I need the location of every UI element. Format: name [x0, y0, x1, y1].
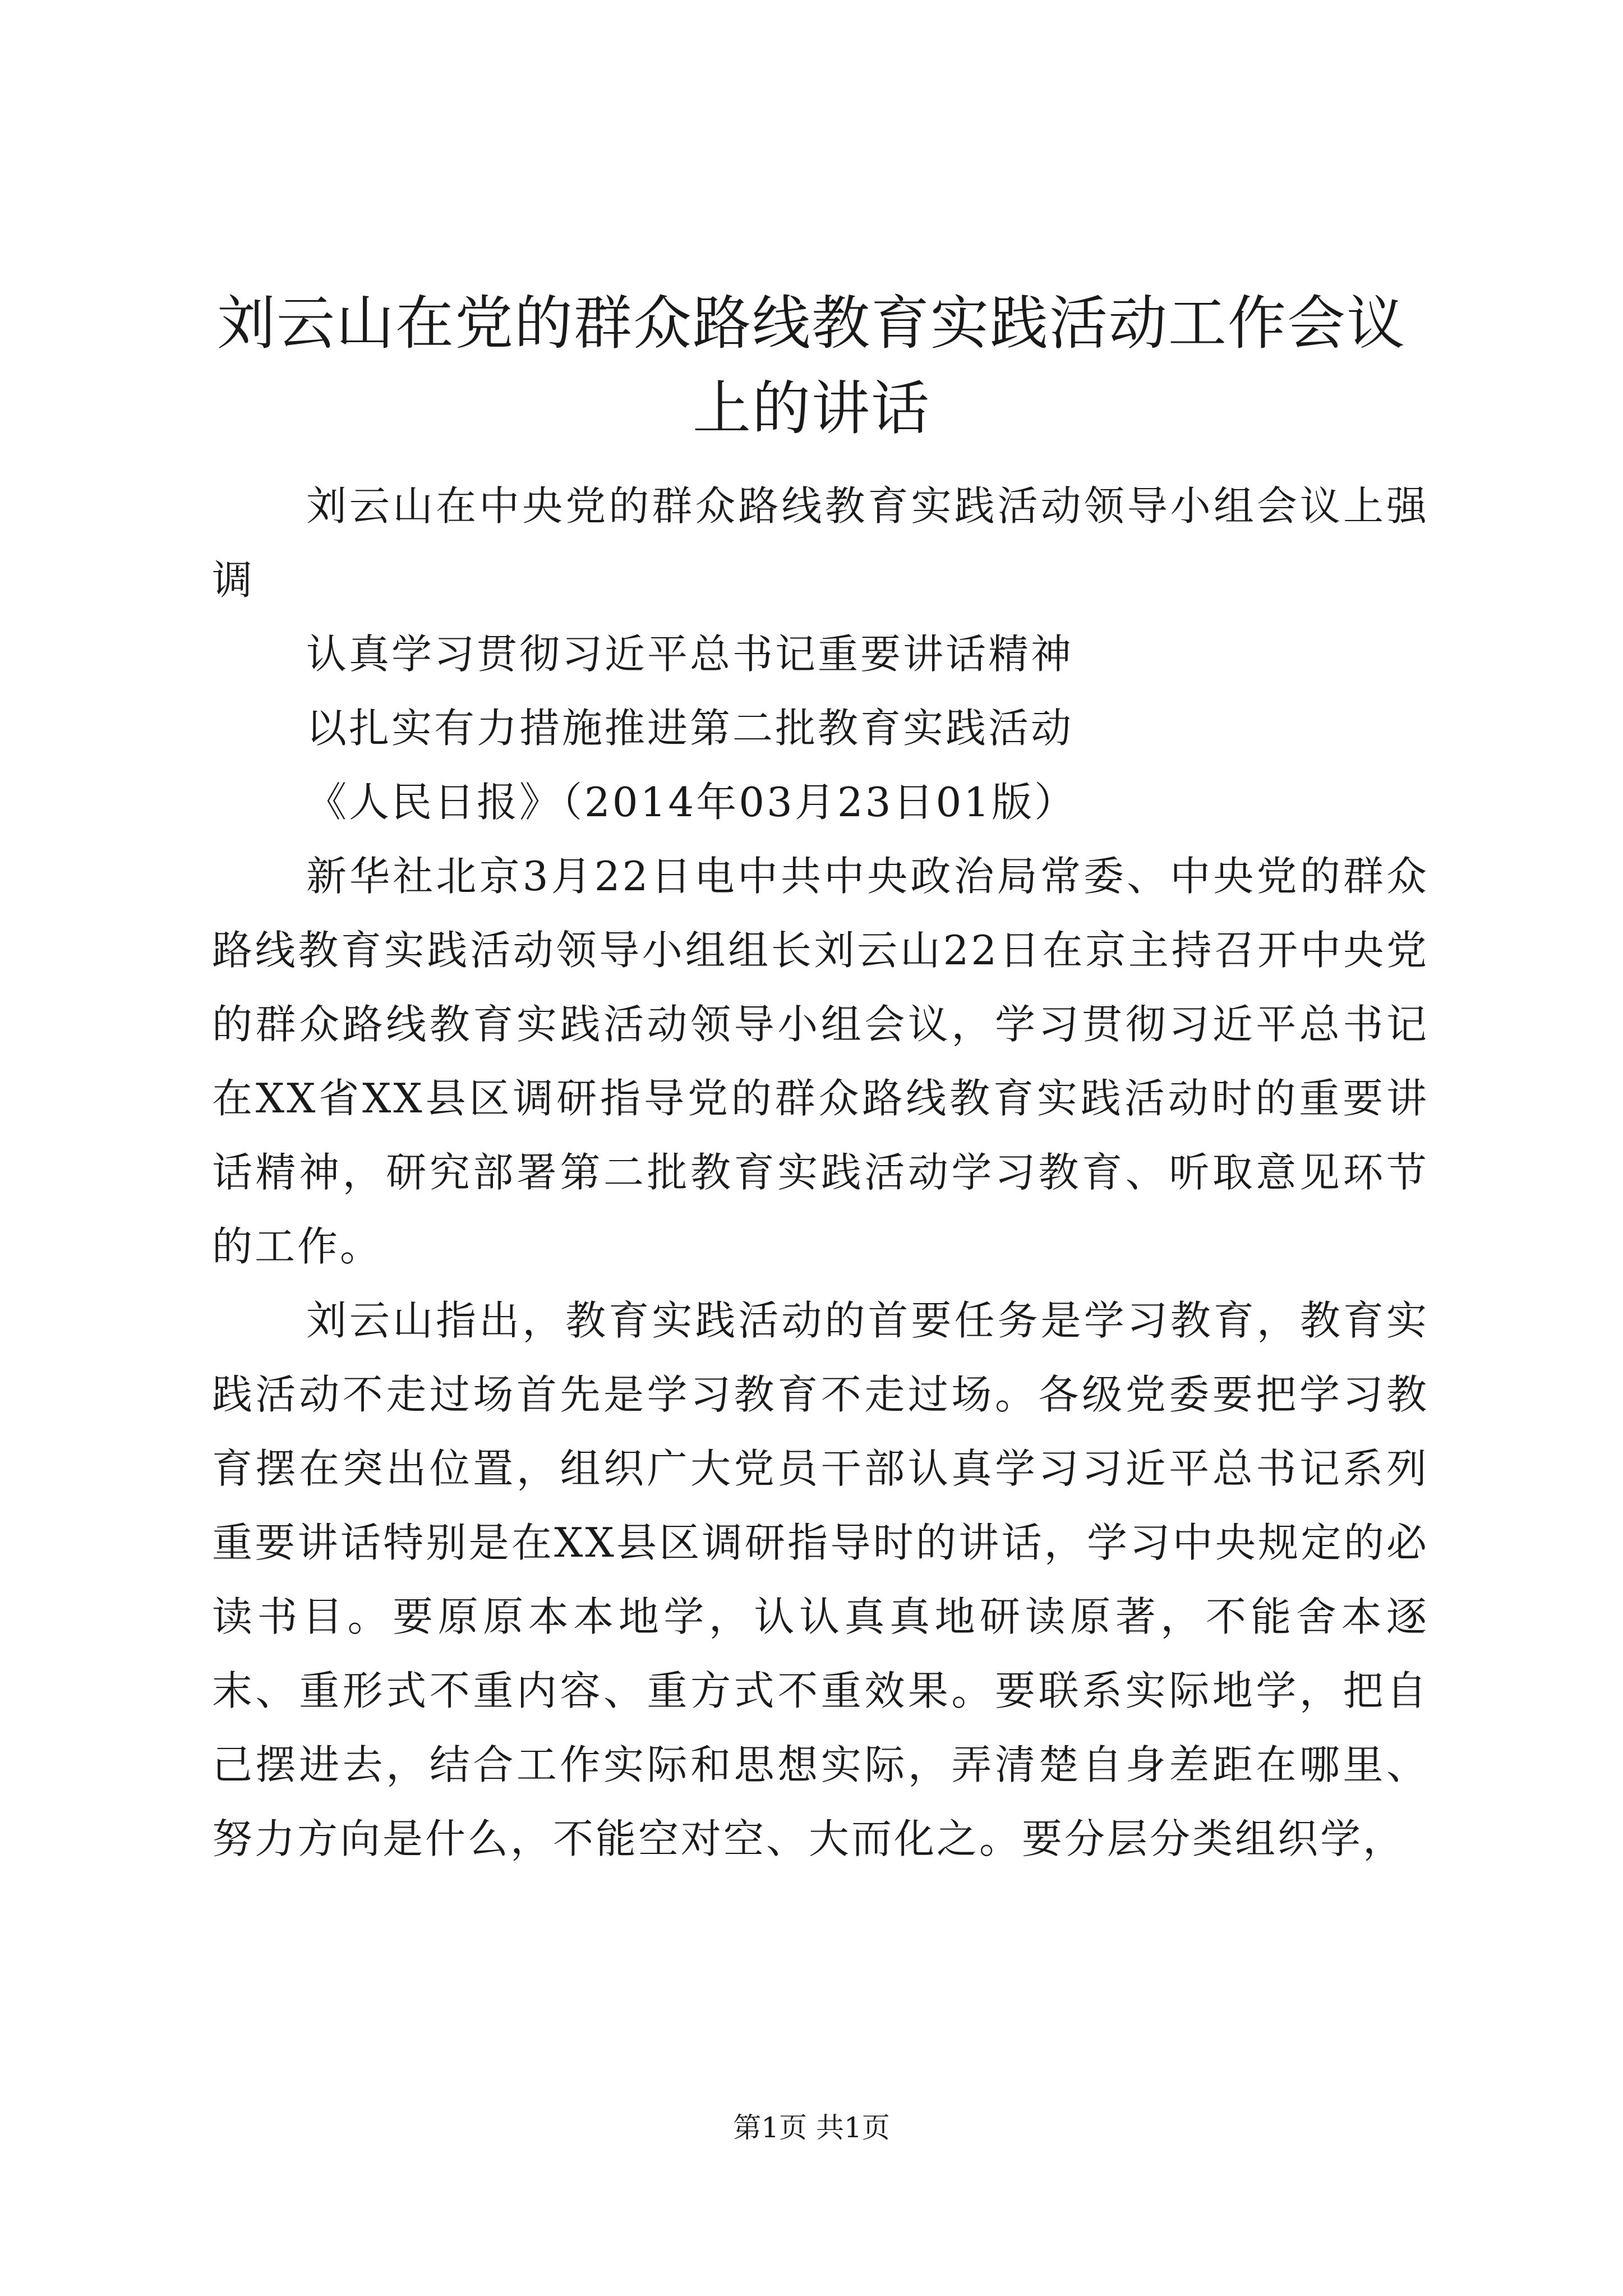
headline-line-1: 认真学习贯彻习近平总书记重要讲话精神: [306, 631, 1074, 678]
document-title: [168, 280, 1455, 451]
body-paragraph: 新华社北京3月22日电中共中央政治局常委、中央党的群众路线教育实践活动领导小组组长刘云山22日在京主持召开中央党的群众路线教育实践活动领导小组会议，学习贯彻习近平总书记在XX省XX县区调研指导党的群众路线教育实践活动时的重要讲话精神，研究部署第二批教育实践活动学习教育、听取意见环节的工作。: [212, 853, 1429, 1270]
page-footer: 第1页 共1页: [733, 2111, 890, 2144]
document-body: [212, 469, 1429, 1876]
title-line-1: 刘云山在党的群众路线教育实践活动工作会议: [216, 289, 1406, 357]
subtitle-paragraph: 刘云山在中央党的群众路线教育实践活动领导小组会议上强调: [212, 482, 1429, 604]
title-line-2: 上的讲话: [692, 374, 930, 443]
body-paragraph: 刘云山指出，教育实践活动的首要任务是学习教育，教育实践活动不走过场首先是学习教育不走过场。各级党委要把学习教育摆在突出位置，组织广大党员干部认真学习习近平总书记系列重要讲话特别是在XX县区调研指导时的讲话，学习中央规定的必读书目。要原原本本地学，认认真真地研读原著，不能舍本逐末、重形式不重内容、重方式不重效果。要联系实际地学，把自己摆进去，结合工作实际和思想实际，弄清楚自身差距在哪里、努力方向是什么，不能空对空、大而化之。要分层分类组织学，: [212, 1297, 1429, 1862]
headline-line-2: 以扎实有力措施推进第二批教育实践活动: [306, 705, 1074, 752]
source-line: 《人民日报》（2014年03月23日01版）: [306, 779, 1077, 826]
